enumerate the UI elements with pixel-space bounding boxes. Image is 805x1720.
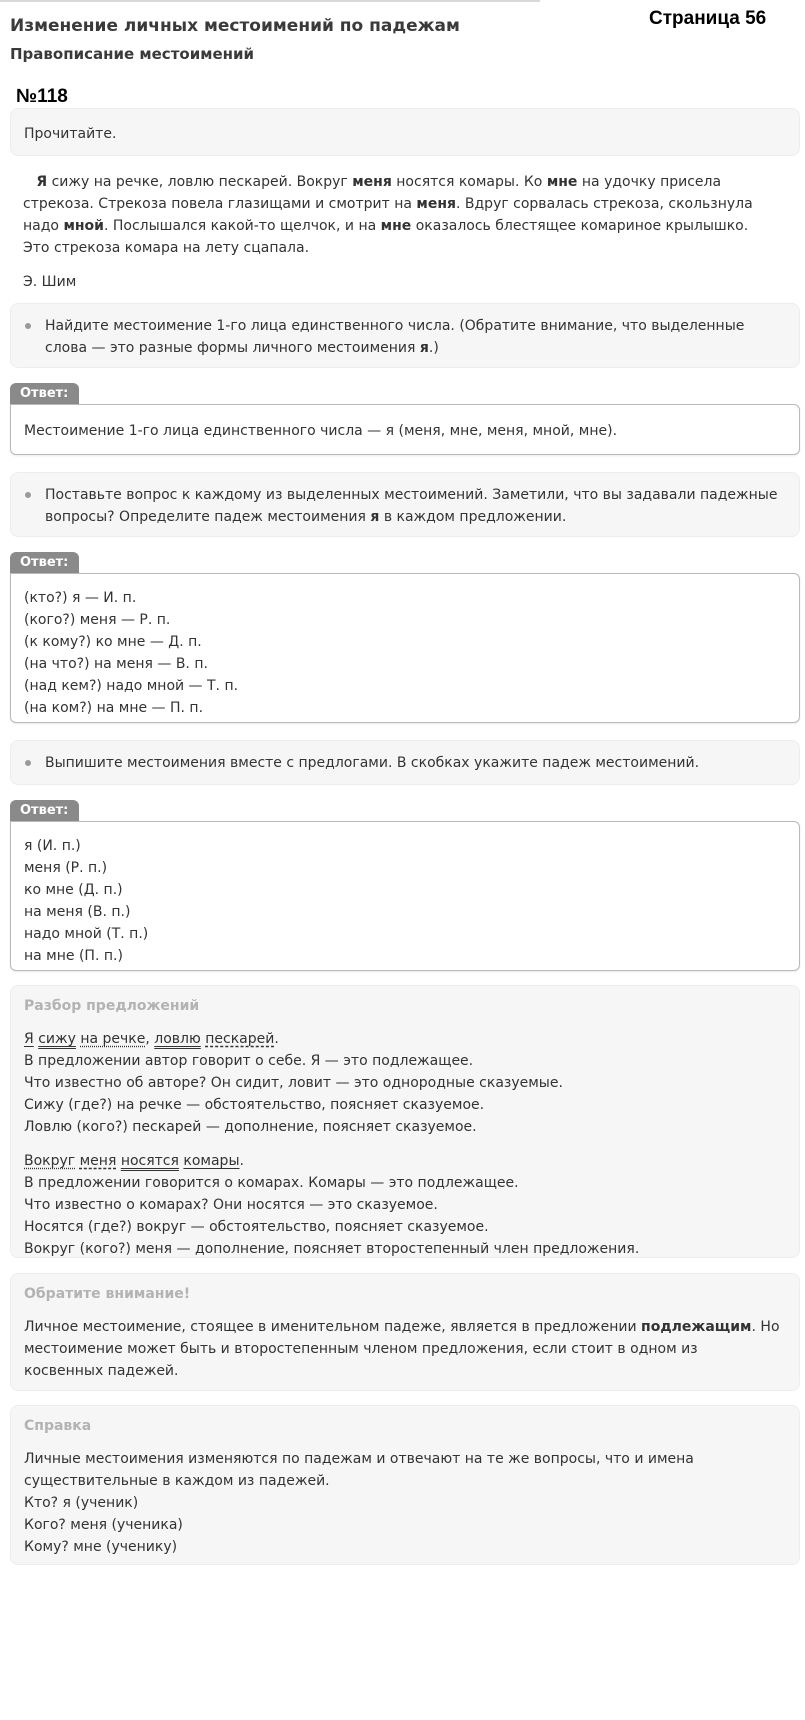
- answer-label: Ответ:: [10, 383, 79, 405]
- parsing-line: Что известно об авторе? Он сидит, ловит — это однородные сказуемые.: [24, 1075, 563, 1091]
- answer-box: [10, 404, 800, 455]
- reference-line: Кого? меня (ученика): [24, 1517, 183, 1533]
- sentence-parsing-box: [10, 985, 800, 1258]
- note-heading: Обратите внимание!: [24, 1286, 191, 1302]
- answer-line: (кто?) я — И. п.: [24, 590, 137, 606]
- answer-line: на меня (В. п.): [24, 904, 131, 920]
- passage-line: стрекоза. Стрекоза повела глазищами и смотрит на меня. Вдруг сорвалась стрекоза, скользнула: [23, 196, 753, 212]
- question-text: Выпишите местоимения вместе с предлогами. В скобках укажите падеж местоимений.: [45, 755, 700, 771]
- bullet-icon: [25, 760, 31, 766]
- answer-line: надо мной (Т. п.): [24, 926, 149, 942]
- task-read-box: [10, 108, 800, 156]
- answer-line: (над кем?) надо мной — Т. п.: [24, 678, 239, 694]
- passage-line: Я сижу на речке, ловлю пескарей. Вокруг меня носятся комары. Ко мне на удочку присела: [36, 174, 722, 190]
- answer-text: Местоимение 1-го лица единственного числа — я (меня, мне, меня, мной, мне).: [24, 423, 618, 439]
- parsing-line: Что известно о комарах? Они носятся — это сказуемое.: [24, 1197, 438, 1213]
- passage-line: надо мной. Послышался какой-то щелчок, и на мне оказалось блестящее комариное крылышко.: [23, 218, 749, 234]
- answer-line: ко мне (Д. п.): [24, 882, 123, 898]
- answer-line: (на ком?) на мне — П. п.: [24, 700, 204, 716]
- task-read-text: Прочитайте.: [24, 126, 117, 142]
- answer-box: [10, 821, 800, 971]
- page-number: Страница 56: [649, 8, 767, 29]
- parsing-line: Ловлю (кого?) пескарей — дополнение, поясняет сказуемое.: [24, 1119, 477, 1135]
- note-line: косвенных падежей.: [24, 1363, 179, 1379]
- question-text: слова — это разные формы личного местоимения я.): [45, 340, 439, 356]
- question-box: [10, 740, 800, 785]
- answer-box: [10, 573, 800, 723]
- note-line: Личное местоимение, стоящее в именительном падеже, является в предложении подлежащим. Но: [24, 1319, 780, 1335]
- passage-line: Это стрекоза комара на лету сцапала.: [23, 240, 310, 256]
- parsing-line: Сижу (где?) на речке — обстоятельство, поясняет сказуемое.: [24, 1097, 485, 1113]
- parsed-sentence: Вокруг меня носятся комары.: [24, 1153, 244, 1169]
- reference-line: существительные в каждом из падежей.: [24, 1473, 330, 1489]
- top-divider: [0, 0, 540, 2]
- attention-note-box: [10, 1273, 800, 1391]
- parsing-heading: Разбор предложений: [24, 998, 200, 1014]
- passage-author: Э. Шим: [23, 274, 77, 290]
- page-title: Изменение личных местоимений по падежам: [10, 16, 460, 36]
- reading-passage: [23, 171, 798, 293]
- reference-line: Кому? мне (ученику): [24, 1539, 178, 1555]
- bullet-icon: [25, 323, 31, 329]
- answer-label: Ответ:: [10, 800, 79, 822]
- note-line: местоимение может быть и второстепенным членом предложения, если стоит в одном из: [24, 1341, 698, 1357]
- bullet-icon: [25, 492, 31, 498]
- answer-line: (к кому?) ко мне — Д. п.: [24, 634, 202, 650]
- question-box: [10, 472, 800, 537]
- parsing-line: Носятся (где?) вокруг — обстоятельство, поясняет сказуемое.: [24, 1219, 489, 1235]
- parsed-sentence: Я сижу на речке, ловлю пескарей.: [24, 1031, 279, 1047]
- answer-line: на мне (П. п.): [24, 948, 123, 964]
- answer-label: Ответ:: [10, 552, 79, 574]
- answer-line: я (И. п.): [24, 838, 81, 854]
- reference-line: Личные местоимения изменяются по падежам и отвечают на те же вопросы, что и имена: [24, 1451, 694, 1467]
- reference-box: [10, 1405, 800, 1565]
- parsing-line: В предложении говорится о комарах. Комары — это подлежащее.: [24, 1175, 519, 1191]
- question-box: [10, 303, 800, 368]
- question-text: Найдите местоимение 1-го лица единственного числа. (Обратите внимание, что выделенные: [45, 318, 745, 334]
- parsing-line: В предложении автор говорит о себе. Я — это подлежащее.: [24, 1053, 474, 1069]
- answer-line: меня (Р. п.): [24, 860, 108, 876]
- question-text: вопросы? Определите падеж местоимения я в каждом предложении.: [45, 509, 567, 525]
- parsing-line: Вокруг (кого?) меня — дополнение, поясняет второстепенный член предложения.: [24, 1241, 640, 1257]
- question-text: Поставьте вопрос к каждому из выделенных местоимений. Заметили, что вы задавали падежные: [45, 487, 778, 503]
- reference-heading: Справка: [24, 1418, 92, 1434]
- answer-line: (на что?) на меня — В. п.: [24, 656, 208, 672]
- answer-line: (кого?) меня — Р. п.: [24, 612, 171, 628]
- page-subtitle: Правописание местоимений: [10, 45, 255, 63]
- exercise-number: №118: [16, 86, 68, 107]
- reference-line: Кто? я (ученик): [24, 1495, 139, 1511]
